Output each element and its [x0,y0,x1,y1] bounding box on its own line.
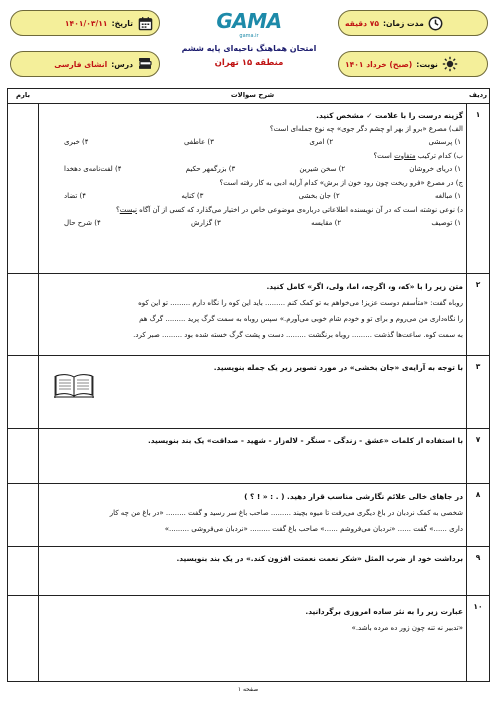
header-desc-label: شرح سوالات [230,91,275,99]
date-pill [10,10,160,36]
subject-value: انشای فارسی [54,59,108,69]
exam-region: منطقه ۱۵ تهران [214,58,284,68]
question-row-3 [8,356,489,429]
option[interactable]: ۴) تضاد [64,192,87,200]
question-number: ۹ [475,553,481,562]
logo-text: GAMA [216,9,282,33]
option[interactable]: ۳) بزرگمهر حکیم [185,165,236,173]
question-row-10 [8,596,489,683]
q2-line-2: را نگاه‌داری من می‌روم و برای تو و خودم شام خوبی می‌آورم.» سپس روباه به سمت گرگ پرید ......... گرگ هم [139,315,463,323]
question-table [7,88,490,682]
duration-value: ۷۵ دقیقه [345,18,379,28]
shift-label: نوبت: [416,59,438,69]
question-title: گزینه درست را با علامت ✓ مشخص کنید. [316,111,463,120]
duration-pill [338,10,488,36]
q1-part-d: د) نوعی نوشته است که در آن نویسنده اطلاعاتی درباره‌ی موضوعی خاص در اختیار می‌گذارد که کسی از آن آگاه نیست؟ [116,205,463,214]
question-body [44,434,463,448]
gama-logo [175,7,323,35]
question-number: ۷ [475,435,481,444]
question-body [44,604,463,636]
calendar-icon [137,15,153,31]
option[interactable]: ۲) مقایسه [311,219,342,227]
exam-header [10,7,488,82]
option[interactable]: ۴) لفت‌نامه‌ی دهخدا [64,165,122,173]
q8-line-1: شخصی به کمک نردبان در باغ دیگری می‌رفت تا میوه بچیند ......... صاحب باغ سر رسید و گفت ......... «در باغ من چه کار [109,509,463,517]
q1-part-a: الف) مصرع «برو از بهر او چشم دگر جوی» چه نوع جمله‌ای است؟ [269,124,463,133]
exam-title: امتحان هماهنگ ناحیه‌ای پایه ششم [181,44,317,53]
header-score-label: بارم [16,91,30,99]
option[interactable]: ۲) امری [309,138,334,146]
question-body [44,489,463,537]
q1-c-options [44,190,463,204]
option[interactable]: ۱) پرسشی [428,138,461,146]
option[interactable]: ۴) خبری [64,138,89,146]
question-title: با توجه به آرایه‌ی «جان بخشی» در مورد تصویر زیر یک جمله بنویسید. [213,363,463,372]
question-row-1 [8,104,489,274]
question-body [44,109,463,231]
option[interactable]: ۲) سخن شیرین [299,165,346,173]
question-row-7 [8,429,489,484]
q1-part-c: ج) در مصرع «فرو ریخت چون رود خون از برش» کدام آرایه ادبی به کار رفته است؟ [219,178,463,187]
date-value: ۱۴۰۱/۰۳/۱۱ [64,18,108,28]
subject-label: درس: [111,59,133,69]
option[interactable]: ۱) توصیف [431,219,461,227]
question-title: برداشت خود از ضرب المثل «شکر نعمت نعمتت افزون کند.» در یک بند بنویسید. [176,554,463,563]
q1-b-options [44,163,463,177]
q1-a-options [44,136,463,150]
book-icon [137,56,153,72]
q2-line-3: به سمت کوه. ساعت‌ها گذشت ......... روباه برنگشت ......... دست و پشت گرگ خسته شده بود ......... صبر کرد. [133,331,463,339]
question-number: ۱۰ [473,602,483,611]
header-row-label: ردیف [468,91,488,99]
question-title: عبارت زیر را به نثر ساده امروزی برگردانید. [305,607,463,616]
question-number: ۸ [475,490,481,499]
question-title: در جاهای خالی علائم نگارشی مناسب قرار دهید. ( . : « ! ؟ ) [244,492,463,501]
open-book-image [53,370,95,400]
header-center [175,7,323,68]
table-header [8,89,489,104]
shift-pill [338,51,488,77]
question-number: ۳ [475,362,481,371]
duration-label: مدت زمان: [382,18,424,28]
q8-line-2: داری ......» گفت ...... «نردبان می‌فروشم ......» صاحب باغ گفت ......... «نردبان می‌فروشی .........» [164,525,463,533]
question-row-9 [8,547,489,596]
option[interactable]: ۱) مبالغه [435,192,461,200]
question-number: ۱ [475,110,481,119]
question-body [44,361,463,375]
option[interactable]: ۳) کنایه [181,192,204,200]
logo-subtext: gama.ir [239,33,259,39]
option[interactable]: ۳) گزارش [191,219,221,227]
option[interactable]: ۲) جان بخشی [298,192,340,200]
sun-icon [442,56,458,72]
subject-pill [10,51,160,77]
option[interactable]: ۳) عاطفی [183,138,214,146]
question-title: متن زیر را با «که، و، اگرچه، اما، ولی، اگر» کامل کنید. [266,282,463,291]
shift-value: (صبح) خرداد ۱۴۰۱ [345,59,413,69]
q1-part-b: ب) کدام ترکیب متفاوت است؟ [373,151,463,160]
option[interactable]: ۴) شرح حال [64,219,101,227]
clock-icon [428,15,444,31]
question-row-2 [8,274,489,356]
question-body [44,552,463,566]
q10-quote: «تدبیر نه تنه چون زور ده مرده باشد.» [351,624,463,632]
question-number: ۲ [475,280,481,289]
page-number: صفحه ۱ [237,686,259,693]
question-title: با استفاده از کلمات «عشق - زندگی - سنگر - لاله‌زار - شهید - صداقت» یک بند بنویسید. [147,436,463,445]
question-row-8 [8,484,489,547]
q1-d-options [44,217,463,231]
question-body [44,279,463,343]
q2-line-1: روباه گفت: «متأسفم دوست عزیز! می‌خواهم به تو کمک کنم ......... باید این کوه را نگاه دارم ......... تو این کوه [138,299,463,307]
date-label: تاریخ: [111,18,133,28]
option[interactable]: ۱) دریای خروشان [409,165,461,173]
